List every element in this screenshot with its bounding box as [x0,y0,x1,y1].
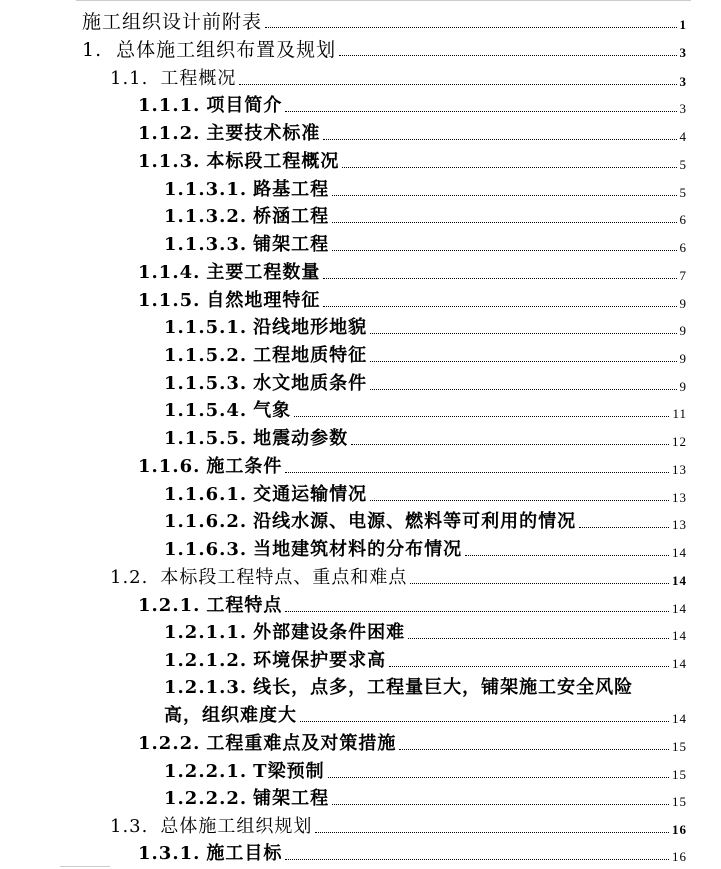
dot-leader [399,749,669,750]
toc-entry[interactable] [110,567,687,589]
toc-title: 主要技术标准 [206,123,321,144]
dot-leader [239,84,676,85]
toc-title: 施工组织设计前附表 [82,11,263,33]
dot-leader [389,666,669,667]
toc-title: 铺架工程 [253,234,330,255]
toc-number: 1.2.2.2. [164,788,248,809]
toc-number: 1.1.3.3. [164,234,248,255]
toc-number: 1.1.2. [138,123,201,144]
toc-title: 工程重难点及对策措施 [206,733,397,754]
dot-leader [285,611,669,612]
toc-entry[interactable] [138,151,687,173]
toc-title: 项目简介 [206,95,283,116]
toc-number: 1.1.3. [138,151,201,172]
dot-leader [323,139,676,140]
dot-leader [339,55,676,56]
toc-page: 13 [672,490,687,505]
dot-leader [370,389,676,390]
toc-entry[interactable] [164,539,687,561]
dot-leader [332,195,676,196]
dot-leader [370,361,676,362]
toc-number: 1.2.2.1. [164,761,248,782]
toc-title: 自然地理特征 [206,290,321,311]
toc-entry[interactable] [164,317,687,339]
toc-title: T梁预制 [253,761,325,782]
toc-number: 1.2. [110,567,149,588]
toc-number: 1.2.1.2. [164,650,248,671]
toc-title: 线长，点多，工程量巨大，铺架施工安全风险 [253,677,634,698]
toc-number: 1.1.4. [138,262,201,283]
toc-number: 1. [82,39,103,61]
toc-page: 3 [679,74,687,89]
toc-entry[interactable] [138,262,687,284]
dot-leader [579,527,669,528]
toc-page: 15 [672,739,687,754]
toc-entry-continuation[interactable] [164,705,687,727]
toc-entry[interactable] [138,290,687,312]
toc-title: 本标段工程特点、重点和难点 [160,567,408,588]
toc-title: 总体施工组织规划 [160,816,313,837]
toc-number: 1.1.6. [138,456,201,477]
toc-entry[interactable] [164,761,687,783]
dot-leader [328,777,669,778]
toc-entry[interactable] [164,400,687,422]
dot-leader [294,416,669,417]
toc-entry[interactable] [110,68,687,90]
toc-page: 9 [679,379,687,394]
dot-leader [323,278,676,279]
toc-entry[interactable] [82,11,687,33]
toc-entry[interactable] [110,816,687,838]
toc-entry[interactable] [138,843,687,865]
toc-title: 工程概况 [160,68,237,89]
toc-title: 工程特点 [206,595,283,616]
dot-leader [285,111,676,112]
toc-page: 14 [672,545,687,560]
toc-entry[interactable] [164,788,687,810]
toc-entry[interactable] [138,733,687,755]
toc-title: 气象 [253,400,292,421]
toc-page: 3 [679,101,687,116]
dot-leader [285,472,669,473]
toc-page: 1 [679,17,687,32]
toc-page: 14 [672,656,687,671]
toc-title: 环境保护要求高 [253,650,387,671]
toc-page: 15 [672,794,687,809]
toc-page: 14 [672,573,687,588]
toc-number: 1.1.5.2. [164,345,248,366]
top-rule [76,0,691,1]
toc-entry[interactable] [138,595,687,617]
toc-title: 地震动参数 [253,428,349,449]
toc-page: 14 [672,711,687,726]
dot-leader [323,306,676,307]
dot-leader [410,583,669,584]
toc-number: 1.1.5.5. [164,428,248,449]
toc-title: 路基工程 [253,179,330,200]
toc-entry[interactable] [164,179,687,201]
toc-title: 当地建筑材料的分布情况 [253,539,463,560]
toc-number: 1.1.5.1. [164,317,248,338]
toc-page: 4 [679,129,687,144]
toc-entry[interactable] [164,511,687,533]
toc-page: 11 [672,406,687,421]
toc-entry[interactable] [82,39,687,61]
toc-entry[interactable] [164,373,687,395]
toc-title: 沿线地形地貌 [253,317,368,338]
toc-page: 14 [672,601,687,616]
toc-number: 1.1. [110,68,149,89]
toc-number: 1.2.2. [138,733,201,754]
toc-entry[interactable] [164,484,687,506]
toc-entry[interactable] [164,622,687,644]
toc-title: 铺架工程 [253,788,330,809]
dot-leader [408,638,669,639]
toc-title-continuation: 高，组织难度大 [164,705,297,726]
dot-leader [300,721,669,722]
toc-number: 1.1.6.3. [164,539,248,560]
toc-entry[interactable] [164,234,687,256]
toc-page: 9 [679,296,687,311]
toc-page: 5 [679,157,687,172]
toc-number: 1.1.6.1. [164,484,248,505]
dot-leader [332,804,669,805]
toc-title: 桥涵工程 [253,206,330,227]
toc-page: 6 [679,240,687,255]
toc-entry[interactable] [138,123,687,145]
toc-page: 5 [679,185,687,200]
toc-page: 16 [672,822,687,837]
dot-leader [332,250,676,251]
toc-page: 7 [679,268,687,283]
toc-entry[interactable] [164,345,687,367]
toc-number: 1.1.5. [138,290,201,311]
toc-page: 9 [679,323,687,338]
toc-page: 15 [672,767,687,782]
dot-leader [332,222,676,223]
toc-entry[interactable] [164,206,687,228]
toc-page: 6 [679,212,687,227]
toc-number: 1.2.1. [138,595,201,616]
toc-title: 交通运输情况 [253,484,368,505]
toc-number: 1.1.5.3. [164,373,248,394]
dot-leader [351,444,669,445]
toc-number: 1.1.5.4. [164,400,248,421]
bottom-rule [60,866,110,867]
dot-leader [465,555,669,556]
toc-number: 1.2.1.1. [164,622,248,643]
toc-title: 外部建设条件困难 [253,622,406,643]
toc-title: 本标段工程概况 [206,151,340,172]
toc-title: 水文地质条件 [253,373,368,394]
toc-title: 施工条件 [206,456,283,477]
toc-page: 3 [679,45,687,60]
toc-page: 9 [679,351,687,366]
toc-title: 施工目标 [206,843,283,864]
dot-leader [265,27,676,28]
toc-entry[interactable] [138,456,687,478]
toc-page: 14 [672,628,687,643]
toc-number: 1.1.3.2. [164,206,248,227]
toc-entry-wrapped[interactable] [164,677,687,699]
dot-leader [285,859,669,860]
toc-entry[interactable] [164,428,687,450]
toc-number: 1.3.1. [138,843,201,864]
toc-title: 总体施工组织布置及规划 [116,39,337,61]
toc-number: 1.1.1. [138,95,201,116]
dot-leader [315,832,669,833]
dot-leader [370,333,676,334]
toc-page: 12 [672,434,687,449]
toc-title: 沿线水源、电源、燃料等可利用的情况 [253,511,577,532]
dot-leader [370,500,669,501]
toc-number: 1.1.6.2. [164,511,248,532]
toc-entry[interactable] [164,650,687,672]
toc-number: 1.2.1.3. [164,677,248,698]
toc-entry[interactable] [138,95,687,117]
toc-page: 13 [672,517,687,532]
toc-page: 13 [672,462,687,477]
dot-leader [342,167,676,168]
toc-page: 16 [672,849,687,864]
toc-number: 1.1.3.1. [164,179,248,200]
toc-title: 工程地质特征 [253,345,368,366]
toc-title: 主要工程数量 [206,262,321,283]
toc-number: 1.3. [110,816,149,837]
